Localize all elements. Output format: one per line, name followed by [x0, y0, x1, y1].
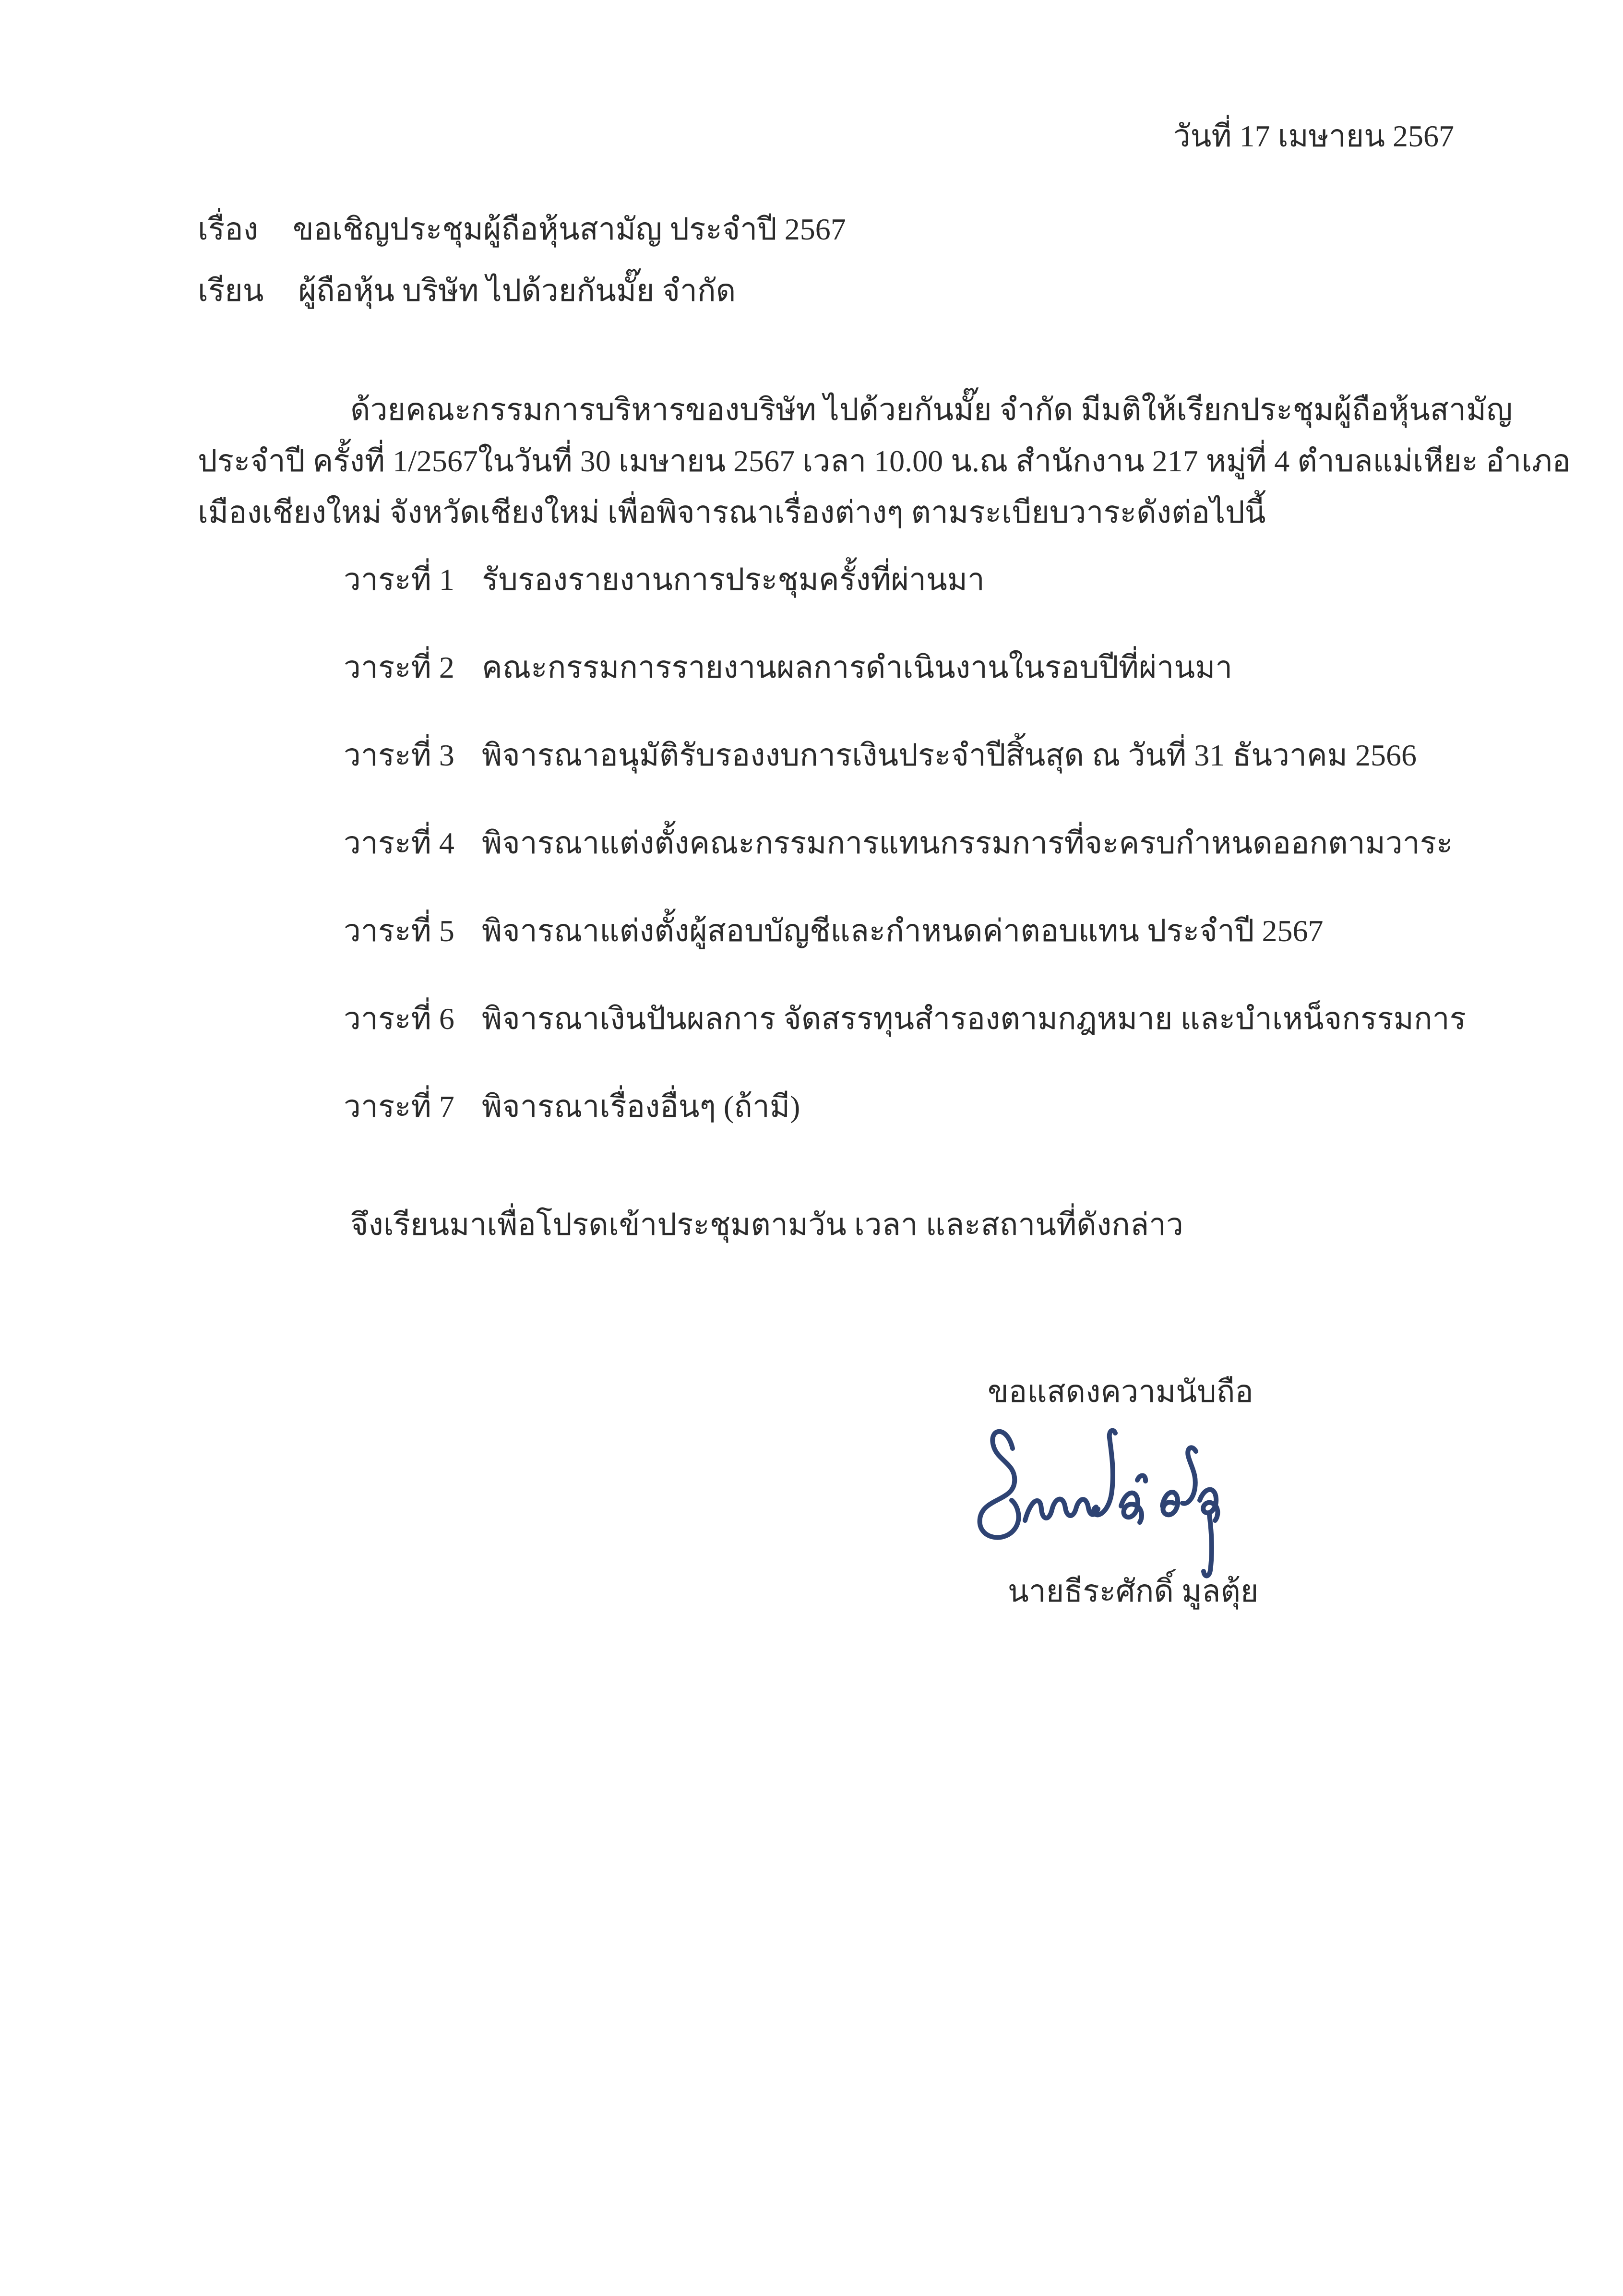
- date-line: วันที่ 17 เมษายน 2567: [1173, 119, 1454, 153]
- agenda-item-2: [344, 652, 1466, 740]
- closing-line: จึงเรียนมาเพื่อโปรดเข้าประชุมตามวัน เวลา และสถานที่ดังกล่าว: [350, 1208, 1183, 1242]
- agenda-item-7: [344, 1091, 1466, 1179]
- agenda-item-3: [344, 740, 1466, 828]
- agenda-item-6-label: วาระที่ 6: [344, 1002, 454, 1036]
- agenda-item-5: [344, 916, 1466, 1004]
- agenda-item-5-text: พิจารณาแต่งตั้งผู้สอบบัญชีและกำหนดค่าตอบแทน ประจำปี 2567: [482, 914, 1324, 948]
- signatory-name: นายธีระศักดิ์ มูลตุ้ย: [1008, 1574, 1259, 1608]
- agenda-item-4: [344, 828, 1466, 916]
- agenda-item-3-text: พิจารณาอนุมัติรับรองงบการเงินประจำปีสิ้นสุด ณ วันที่ 31 ธันวาคม 2566: [482, 738, 1417, 772]
- agenda-item-1-label: วาระที่ 1: [344, 562, 454, 597]
- body-line-1: ด้วยคณะกรรมการบริหารของบริษัท ไปด้วยกันมั๊ย จำกัด มีมติให้เรียกประชุมผู้ถือหุ้นสามัญ: [350, 393, 1513, 427]
- attention-text: ผู้ถือหุ้น บริษัท ไปด้วยกันมั๊ย จำกัด: [298, 274, 736, 308]
- attention-label: เรียน: [198, 274, 264, 308]
- signature-ink-icon: [968, 1417, 1256, 1582]
- agenda-item-3-label: วาระที่ 3: [344, 738, 454, 772]
- signature-handwriting: [968, 1417, 1256, 1582]
- agenda-item-6-text: พิจารณาเงินปันผลการ จัดสรรทุนสำรองตามกฎหมาย และบำเหน็จกรรมการ: [482, 1002, 1466, 1036]
- subject-label: เรื่อง: [198, 212, 258, 246]
- agenda-item-5-label: วาระที่ 5: [344, 914, 454, 948]
- subject-line: [198, 214, 846, 245]
- agenda-item-4-label: วาระที่ 4: [344, 826, 454, 860]
- agenda-item-7-label: วาระที่ 7: [344, 1089, 454, 1124]
- agenda-item-1-text: รับรองรายงานการประชุมครั้งที่ผ่านมา: [482, 562, 985, 597]
- agenda-item-7-text: พิจารณาเรื่องอื่นๆ (ถ้ามี): [482, 1089, 800, 1124]
- agenda-item-1: [344, 564, 1466, 652]
- agenda-item-2-text: คณะกรรมการรายงานผลการดำเนินงานในรอบปีที่ผ่านมา: [482, 650, 1233, 684]
- agenda-item-2-label: วาระที่ 2: [344, 650, 454, 684]
- body-line-2: ประจำปี ครั้งที่ 1/2567ในวันที่ 30 เมษายน 2567 เวลา 10.00 น.ณ สำนักงาน 217 หมู่ที่ 4 ตำบลแม่เหียะ อำเภอ: [198, 444, 1571, 478]
- salutation: ขอแสดงความนับถือ: [988, 1375, 1253, 1409]
- body-paragraph: [198, 384, 1571, 538]
- agenda-item-4-text: พิจารณาแต่งตั้งคณะกรรมการแทนกรรมการที่จะครบกำหนดออกตามวาระ: [482, 826, 1453, 860]
- agenda-list: [344, 564, 1466, 1179]
- body-line-3: เมืองเชียงใหม่ จังหวัดเชียงใหม่ เพื่อพิจารณาเรื่องต่างๆ ตามระเบียบวาระดังต่อไปนี้: [198, 495, 1266, 529]
- agenda-item-6: [344, 1004, 1466, 1091]
- subject-text: ขอเชิญประชุมผู้ถือหุ้นสามัญ ประจำปี 2567: [292, 212, 846, 246]
- attention-line: [198, 275, 736, 306]
